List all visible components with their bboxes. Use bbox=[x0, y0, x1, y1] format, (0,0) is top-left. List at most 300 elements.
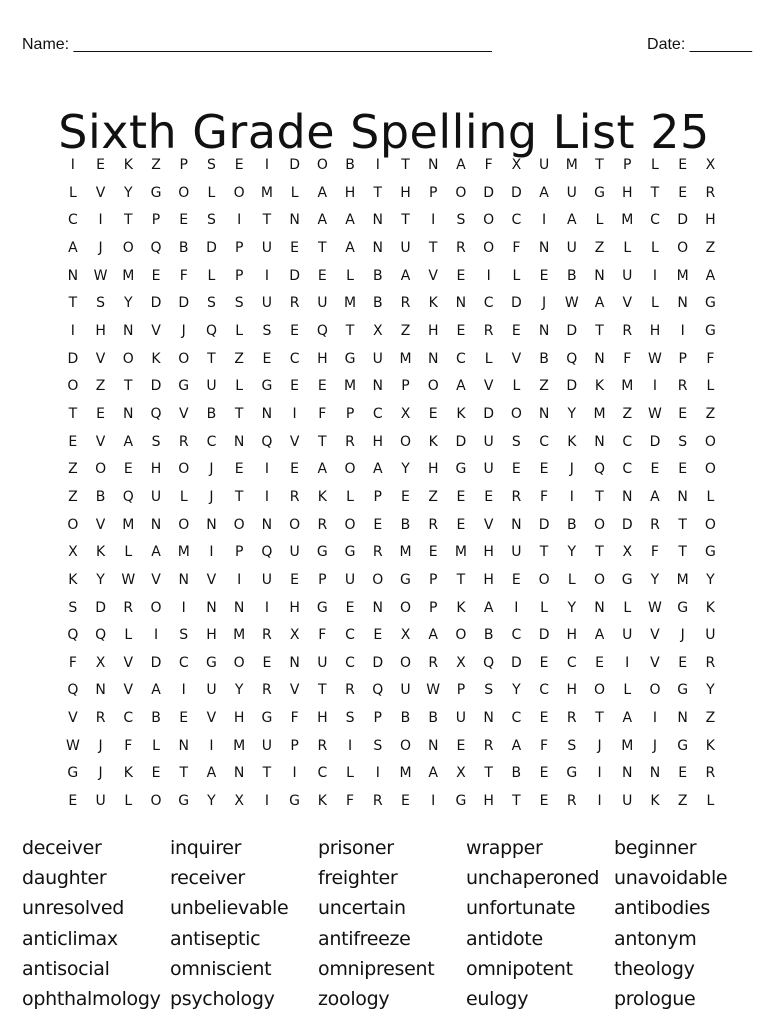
grid-letter[interactable]: Y bbox=[124, 295, 133, 312]
grid-letter[interactable]: K bbox=[456, 599, 466, 616]
grid-letter[interactable]: T bbox=[124, 212, 133, 229]
grid-letter[interactable]: T bbox=[401, 212, 410, 229]
grid-letter[interactable]: I bbox=[264, 599, 269, 616]
grid-letter[interactable]: F bbox=[318, 405, 327, 422]
grid-letter[interactable]: B bbox=[400, 710, 411, 727]
grid-letter[interactable]: U bbox=[538, 157, 550, 173]
grid-letter[interactable]: G bbox=[400, 571, 411, 588]
grid-letter[interactable]: P bbox=[623, 157, 632, 173]
grid-letter[interactable]: D bbox=[538, 516, 550, 533]
grid-letter[interactable]: E bbox=[68, 793, 78, 810]
grid-letter[interactable]: L bbox=[512, 378, 521, 395]
grid-letter[interactable]: G bbox=[704, 322, 716, 339]
grid-letter[interactable]: B bbox=[400, 516, 411, 533]
grid-letter[interactable]: I bbox=[264, 157, 269, 173]
grid-letter[interactable]: C bbox=[123, 710, 134, 727]
grid-letter[interactable]: P bbox=[234, 267, 244, 284]
grid-letter[interactable]: B bbox=[206, 405, 217, 422]
grid-letter[interactable]: K bbox=[317, 488, 327, 505]
grid-letter[interactable]: C bbox=[511, 627, 522, 644]
grid-letter[interactable]: I bbox=[292, 765, 297, 782]
grid-letter[interactable]: C bbox=[67, 212, 78, 229]
grid-letter[interactable]: X bbox=[456, 654, 466, 671]
grid-letter[interactable]: O bbox=[178, 516, 190, 533]
grid-letter[interactable]: C bbox=[345, 627, 355, 644]
grid-letter[interactable]: R bbox=[677, 378, 688, 395]
grid-letter[interactable]: T bbox=[318, 682, 327, 699]
grid-letter[interactable]: R bbox=[511, 488, 522, 505]
grid-letter[interactable]: U bbox=[261, 295, 273, 312]
grid-letter[interactable]: G bbox=[206, 654, 217, 671]
grid-letter[interactable]: E bbox=[595, 654, 604, 671]
grid-letter[interactable]: Z bbox=[428, 488, 438, 505]
grid-letter[interactable]: E bbox=[345, 599, 355, 616]
grid-letter[interactable]: U bbox=[261, 571, 273, 588]
grid-letter[interactable]: E bbox=[428, 405, 438, 422]
grid-letter[interactable]: N bbox=[95, 682, 106, 699]
grid-letter[interactable]: F bbox=[68, 654, 77, 671]
grid-letter[interactable]: J bbox=[181, 322, 186, 339]
grid-letter[interactable]: F bbox=[179, 267, 188, 284]
grid-letter[interactable]: B bbox=[151, 710, 161, 727]
grid-letter[interactable]: R bbox=[345, 433, 355, 450]
grid-letter[interactable]: V bbox=[206, 571, 217, 588]
grid-letter[interactable]: G bbox=[677, 737, 689, 754]
grid-letter[interactable]: I bbox=[237, 212, 242, 229]
grid-letter[interactable]: Z bbox=[234, 350, 244, 367]
grid-letter[interactable]: F bbox=[706, 350, 715, 367]
grid-letter[interactable]: G bbox=[677, 682, 689, 699]
grid-letter[interactable]: H bbox=[649, 322, 661, 339]
grid-letter[interactable]: O bbox=[483, 239, 495, 256]
grid-letter[interactable]: Z bbox=[622, 405, 633, 422]
grid-letter[interactable]: E bbox=[401, 793, 410, 810]
grid-letter[interactable]: I bbox=[98, 212, 103, 229]
grid-letter[interactable]: E bbox=[678, 184, 688, 201]
grid-letter[interactable]: Y bbox=[207, 793, 216, 810]
grid-letter[interactable]: V bbox=[289, 682, 300, 699]
grid-letter[interactable]: F bbox=[540, 488, 549, 505]
grid-letter[interactable]: M bbox=[177, 544, 190, 561]
grid-letter[interactable]: V bbox=[206, 710, 217, 727]
grid-letter[interactable]: A bbox=[456, 378, 466, 395]
grid-letter[interactable]: E bbox=[179, 710, 189, 727]
grid-letter[interactable]: J bbox=[209, 461, 214, 478]
grid-letter[interactable]: W bbox=[93, 267, 108, 284]
grid-letter[interactable]: Y bbox=[567, 405, 577, 422]
grid-letter[interactable]: I bbox=[652, 378, 658, 395]
grid-letter[interactable]: A bbox=[317, 212, 328, 229]
grid-letter[interactable]: Z bbox=[68, 461, 78, 478]
grid-letter[interactable]: A bbox=[345, 212, 355, 229]
grid-letter[interactable]: D bbox=[510, 654, 522, 671]
grid-letter[interactable]: D bbox=[483, 405, 495, 422]
grid-letter[interactable]: S bbox=[345, 710, 355, 727]
grid-letter[interactable]: R bbox=[566, 793, 577, 810]
grid-letter[interactable]: N bbox=[289, 654, 300, 671]
grid-letter[interactable]: L bbox=[623, 599, 632, 616]
grid-letter[interactable]: P bbox=[678, 350, 687, 367]
grid-letter[interactable]: X bbox=[372, 322, 383, 339]
grid-letter[interactable]: Y bbox=[512, 682, 521, 699]
grid-letter[interactable]: V bbox=[123, 654, 134, 671]
grid-letter[interactable]: S bbox=[207, 212, 216, 229]
grid-letter[interactable]: I bbox=[542, 212, 547, 229]
grid-letter[interactable]: J bbox=[597, 737, 602, 754]
grid-letter[interactable]: P bbox=[373, 710, 382, 727]
grid-letter[interactable]: W bbox=[648, 599, 662, 616]
grid-letter[interactable]: O bbox=[150, 599, 162, 616]
grid-letter[interactable]: D bbox=[67, 350, 79, 367]
grid-letter[interactable]: C bbox=[317, 765, 328, 782]
grid-letter[interactable]: L bbox=[207, 267, 216, 284]
grid-letter[interactable]: O bbox=[122, 239, 134, 256]
grid-letter[interactable]: U bbox=[622, 793, 633, 810]
grid-letter[interactable]: K bbox=[151, 350, 161, 367]
grid-letter[interactable]: S bbox=[207, 157, 216, 173]
grid-letter[interactable]: M bbox=[399, 544, 412, 561]
grid-letter[interactable]: I bbox=[431, 793, 436, 810]
grid-letter[interactable]: O bbox=[455, 627, 467, 644]
grid-letter[interactable]: P bbox=[428, 571, 438, 588]
grid-letter[interactable]: C bbox=[622, 461, 633, 478]
grid-letter[interactable]: O bbox=[289, 516, 301, 533]
grid-letter[interactable]: A bbox=[705, 267, 716, 284]
grid-letter[interactable]: C bbox=[345, 654, 355, 671]
grid-letter[interactable]: P bbox=[234, 544, 244, 561]
grid-letter[interactable]: U bbox=[566, 184, 577, 201]
grid-letter[interactable]: M bbox=[260, 184, 273, 201]
grid-letter[interactable]: C bbox=[650, 212, 660, 229]
grid-letter[interactable]: V bbox=[95, 350, 106, 367]
grid-letter[interactable]: T bbox=[512, 793, 521, 810]
grid-letter[interactable]: E bbox=[511, 322, 521, 339]
grid-letter[interactable]: R bbox=[289, 295, 300, 312]
grid-letter[interactable]: D bbox=[677, 212, 689, 229]
grid-letter[interactable]: M bbox=[399, 350, 412, 367]
grid-letter[interactable]: P bbox=[456, 682, 466, 699]
grid-letter[interactable]: I bbox=[264, 488, 269, 505]
grid-letter[interactable]: J bbox=[542, 295, 547, 312]
grid-letter[interactable]: H bbox=[344, 184, 356, 201]
grid-letter[interactable]: V bbox=[151, 322, 161, 339]
grid-letter[interactable]: L bbox=[124, 793, 133, 810]
grid-letter[interactable]: E bbox=[68, 433, 78, 450]
grid-letter[interactable]: E bbox=[234, 157, 244, 173]
grid-letter[interactable]: S bbox=[234, 295, 244, 312]
grid-letter[interactable]: C bbox=[622, 433, 633, 450]
grid-letter[interactable]: Y bbox=[567, 599, 577, 616]
grid-letter[interactable]: F bbox=[346, 793, 355, 810]
grid-letter[interactable]: N bbox=[372, 378, 383, 395]
grid-letter[interactable]: V bbox=[95, 184, 106, 201]
grid-letter[interactable]: K bbox=[456, 405, 466, 422]
grid-letter[interactable]: D bbox=[289, 267, 300, 284]
grid-letter[interactable]: N bbox=[206, 516, 217, 533]
grid-letter[interactable]: A bbox=[68, 239, 78, 256]
grid-letter[interactable]: I bbox=[597, 765, 602, 782]
grid-letter[interactable]: V bbox=[95, 433, 106, 450]
grid-letter[interactable]: I bbox=[153, 627, 159, 644]
grid-letter[interactable]: U bbox=[344, 571, 356, 588]
grid-letter[interactable]: M bbox=[233, 737, 246, 754]
grid-letter[interactable]: K bbox=[317, 793, 327, 810]
grid-letter[interactable]: D bbox=[178, 295, 190, 312]
grid-letter[interactable]: B bbox=[95, 488, 106, 505]
grid-letter[interactable]: Y bbox=[124, 184, 133, 201]
grid-letter[interactable]: L bbox=[706, 793, 715, 810]
grid-letter[interactable]: V bbox=[95, 516, 106, 533]
grid-letter[interactable]: P bbox=[428, 184, 438, 201]
grid-letter[interactable]: C bbox=[539, 682, 549, 699]
grid-letter[interactable]: M bbox=[344, 295, 357, 312]
grid-letter[interactable]: T bbox=[68, 405, 78, 422]
grid-letter[interactable]: E bbox=[539, 267, 549, 284]
grid-letter[interactable]: G bbox=[455, 461, 467, 478]
grid-letter[interactable]: C bbox=[289, 350, 300, 367]
grid-letter[interactable]: N bbox=[427, 350, 439, 367]
grid-letter[interactable]: W bbox=[648, 405, 662, 422]
grid-letter[interactable]: Q bbox=[316, 322, 328, 339]
grid-letter[interactable]: V bbox=[650, 654, 660, 671]
grid-letter[interactable]: N bbox=[538, 405, 550, 422]
grid-letter[interactable]: M bbox=[565, 157, 578, 173]
grid-letter[interactable]: T bbox=[179, 765, 189, 782]
grid-letter[interactable]: Z bbox=[705, 405, 716, 422]
grid-letter[interactable]: I bbox=[625, 654, 630, 671]
grid-letter[interactable]: F bbox=[650, 544, 659, 561]
grid-letter[interactable]: U bbox=[317, 654, 328, 671]
grid-letter[interactable]: L bbox=[540, 599, 548, 616]
grid-letter[interactable]: R bbox=[705, 184, 716, 201]
grid-letter[interactable]: H bbox=[566, 627, 578, 644]
grid-letter[interactable]: P bbox=[151, 212, 161, 229]
grid-letter[interactable]: O bbox=[704, 516, 716, 533]
grid-letter[interactable]: O bbox=[510, 405, 522, 422]
grid-letter[interactable]: G bbox=[344, 544, 356, 561]
grid-letter[interactable]: G bbox=[261, 710, 273, 727]
grid-letter[interactable]: A bbox=[317, 184, 328, 201]
grid-letter[interactable]: J bbox=[98, 765, 103, 782]
grid-letter[interactable]: L bbox=[651, 157, 659, 173]
grid-letter[interactable]: O bbox=[427, 378, 439, 395]
grid-letter[interactable]: Q bbox=[566, 350, 578, 367]
grid-letter[interactable]: N bbox=[289, 212, 300, 229]
grid-letter[interactable]: V bbox=[151, 571, 161, 588]
grid-letter[interactable]: S bbox=[373, 737, 383, 754]
grid-letter[interactable]: L bbox=[651, 295, 659, 312]
grid-letter[interactable]: F bbox=[124, 737, 133, 754]
grid-letter[interactable]: N bbox=[594, 350, 605, 367]
grid-letter[interactable]: T bbox=[124, 378, 133, 395]
grid-letter[interactable]: D bbox=[621, 516, 633, 533]
grid-letter[interactable]: K bbox=[428, 295, 438, 312]
grid-letter[interactable]: T bbox=[401, 157, 410, 173]
grid-letter[interactable]: Q bbox=[67, 682, 79, 699]
grid-letter[interactable]: T bbox=[373, 184, 383, 201]
grid-letter[interactable]: G bbox=[704, 544, 716, 561]
grid-letter[interactable]: Q bbox=[261, 544, 273, 561]
grid-letter[interactable]: G bbox=[178, 378, 190, 395]
grid-letter[interactable]: I bbox=[70, 157, 75, 173]
grid-letter[interactable]: O bbox=[122, 350, 134, 367]
grid-letter[interactable]: O bbox=[704, 433, 716, 450]
grid-letter[interactable]: T bbox=[678, 516, 687, 533]
grid-letter[interactable]: W bbox=[564, 295, 579, 312]
grid-letter[interactable]: E bbox=[234, 461, 244, 478]
grid-letter[interactable]: U bbox=[483, 433, 494, 450]
grid-letter[interactable]: E bbox=[456, 516, 466, 533]
grid-letter[interactable]: W bbox=[65, 737, 80, 754]
grid-letter[interactable]: N bbox=[178, 571, 189, 588]
grid-letter[interactable]: Q bbox=[67, 627, 79, 644]
grid-letter[interactable]: D bbox=[206, 239, 217, 256]
grid-letter[interactable]: C bbox=[483, 295, 494, 312]
grid-letter[interactable]: A bbox=[400, 267, 411, 284]
grid-letter[interactable]: O bbox=[538, 571, 550, 588]
grid-letter[interactable]: N bbox=[427, 157, 439, 173]
grid-letter[interactable]: O bbox=[704, 461, 716, 478]
grid-letter[interactable]: O bbox=[483, 212, 495, 229]
grid-letter[interactable]: E bbox=[678, 405, 688, 422]
grid-letter[interactable]: M bbox=[621, 212, 634, 229]
grid-letter[interactable]: K bbox=[68, 571, 78, 588]
grid-letter[interactable]: E bbox=[151, 267, 161, 284]
grid-letter[interactable]: E bbox=[678, 157, 688, 173]
grid-letter[interactable]: N bbox=[621, 488, 633, 505]
grid-letter[interactable]: J bbox=[652, 737, 658, 754]
grid-letter[interactable]: O bbox=[399, 433, 411, 450]
grid-letter[interactable]: J bbox=[569, 461, 574, 478]
grid-letter[interactable]: O bbox=[344, 516, 356, 533]
grid-letter[interactable]: A bbox=[428, 765, 438, 782]
grid-letter[interactable]: X bbox=[511, 157, 522, 173]
grid-letter[interactable]: O bbox=[178, 184, 190, 201]
grid-letter[interactable]: T bbox=[650, 184, 660, 201]
grid-letter[interactable]: L bbox=[235, 378, 244, 395]
grid-letter[interactable]: N bbox=[372, 212, 383, 229]
grid-letter[interactable]: B bbox=[372, 295, 383, 312]
grid-letter[interactable]: R bbox=[262, 627, 272, 644]
grid-letter[interactable]: U bbox=[400, 682, 411, 699]
grid-letter[interactable]: T bbox=[595, 488, 604, 505]
grid-letter[interactable]: U bbox=[206, 682, 217, 699]
grid-letter[interactable]: L bbox=[68, 184, 77, 201]
grid-letter[interactable]: D bbox=[150, 378, 162, 395]
grid-letter[interactable]: O bbox=[594, 516, 606, 533]
grid-letter[interactable]: U bbox=[622, 267, 633, 284]
grid-letter[interactable]: L bbox=[346, 488, 354, 505]
grid-letter[interactable]: E bbox=[539, 654, 549, 671]
grid-letter[interactable]: M bbox=[122, 267, 135, 284]
grid-letter[interactable]: R bbox=[400, 295, 411, 312]
grid-letter[interactable]: E bbox=[123, 461, 133, 478]
grid-letter[interactable]: Z bbox=[677, 793, 688, 810]
grid-letter[interactable]: A bbox=[151, 544, 161, 561]
grid-letter[interactable]: E bbox=[678, 654, 688, 671]
grid-letter[interactable]: E bbox=[456, 488, 466, 505]
grid-letter[interactable]: G bbox=[316, 599, 328, 616]
grid-letter[interactable]: A bbox=[650, 488, 660, 505]
grid-letter[interactable]: O bbox=[67, 516, 79, 533]
grid-letter[interactable]: W bbox=[426, 682, 441, 699]
grid-letter[interactable]: A bbox=[511, 737, 522, 754]
grid-letter[interactable]: I bbox=[597, 793, 602, 810]
grid-letter[interactable]: H bbox=[483, 571, 494, 588]
grid-letter[interactable]: N bbox=[261, 405, 273, 422]
grid-letter[interactable]: E bbox=[373, 516, 383, 533]
grid-letter[interactable]: H bbox=[705, 212, 716, 229]
grid-letter[interactable]: E bbox=[456, 737, 466, 754]
grid-letter[interactable]: G bbox=[594, 184, 605, 201]
grid-letter[interactable]: U bbox=[455, 710, 467, 727]
grid-letter[interactable]: P bbox=[234, 239, 244, 256]
grid-letter[interactable]: B bbox=[511, 765, 522, 782]
grid-letter[interactable]: R bbox=[705, 765, 716, 782]
grid-letter[interactable]: U bbox=[705, 627, 716, 644]
grid-letter[interactable]: R bbox=[456, 239, 466, 256]
grid-letter[interactable]: T bbox=[318, 433, 327, 450]
grid-letter[interactable]: L bbox=[484, 350, 493, 367]
grid-letter[interactable]: V bbox=[178, 405, 189, 422]
grid-letter[interactable]: M bbox=[621, 737, 634, 754]
grid-letter[interactable]: U bbox=[622, 627, 633, 644]
grid-letter[interactable]: F bbox=[318, 627, 327, 644]
grid-letter[interactable]: H bbox=[150, 461, 162, 478]
grid-letter[interactable]: G bbox=[289, 793, 301, 810]
grid-letter[interactable]: F bbox=[512, 239, 521, 256]
grid-letter[interactable]: M bbox=[122, 516, 135, 533]
grid-letter[interactable]: I bbox=[181, 599, 186, 616]
grid-letter[interactable]: T bbox=[262, 212, 272, 229]
grid-letter[interactable]: R bbox=[483, 322, 494, 339]
grid-letter[interactable]: C bbox=[539, 433, 549, 450]
grid-letter[interactable]: U bbox=[566, 239, 577, 256]
grid-letter[interactable]: H bbox=[400, 184, 411, 201]
grid-letter[interactable]: P bbox=[345, 405, 355, 422]
grid-letter[interactable]: S bbox=[179, 627, 189, 644]
grid-letter[interactable]: J bbox=[209, 488, 214, 505]
grid-letter[interactable]: T bbox=[345, 322, 355, 339]
grid-letter[interactable]: N bbox=[677, 710, 688, 727]
grid-letter[interactable]: D bbox=[510, 295, 522, 312]
grid-letter[interactable]: B bbox=[566, 516, 577, 533]
grid-letter[interactable]: U bbox=[261, 737, 273, 754]
grid-letter[interactable]: D bbox=[372, 654, 384, 671]
grid-letter[interactable]: N bbox=[233, 599, 245, 616]
grid-letter[interactable]: U bbox=[400, 239, 411, 256]
grid-letter[interactable]: Z bbox=[594, 239, 605, 256]
grid-letter[interactable]: N bbox=[67, 267, 79, 284]
grid-letter[interactable]: P bbox=[290, 737, 299, 754]
grid-letter[interactable]: D bbox=[483, 184, 495, 201]
grid-letter[interactable]: I bbox=[375, 765, 380, 782]
grid-letter[interactable]: K bbox=[567, 433, 577, 450]
grid-letter[interactable]: E bbox=[511, 571, 521, 588]
grid-letter[interactable]: Y bbox=[567, 544, 577, 561]
grid-letter[interactable]: L bbox=[651, 239, 659, 256]
grid-letter[interactable]: O bbox=[344, 461, 356, 478]
grid-letter[interactable]: T bbox=[595, 157, 604, 173]
grid-letter[interactable]: G bbox=[150, 184, 162, 201]
grid-letter[interactable]: O bbox=[677, 239, 689, 256]
grid-letter[interactable]: N bbox=[511, 516, 522, 533]
grid-letter[interactable]: R bbox=[95, 710, 106, 727]
grid-letter[interactable]: X bbox=[68, 544, 78, 561]
grid-letter[interactable]: D bbox=[289, 157, 300, 173]
grid-letter[interactable]: L bbox=[706, 488, 715, 505]
grid-letter[interactable]: E bbox=[151, 765, 161, 782]
